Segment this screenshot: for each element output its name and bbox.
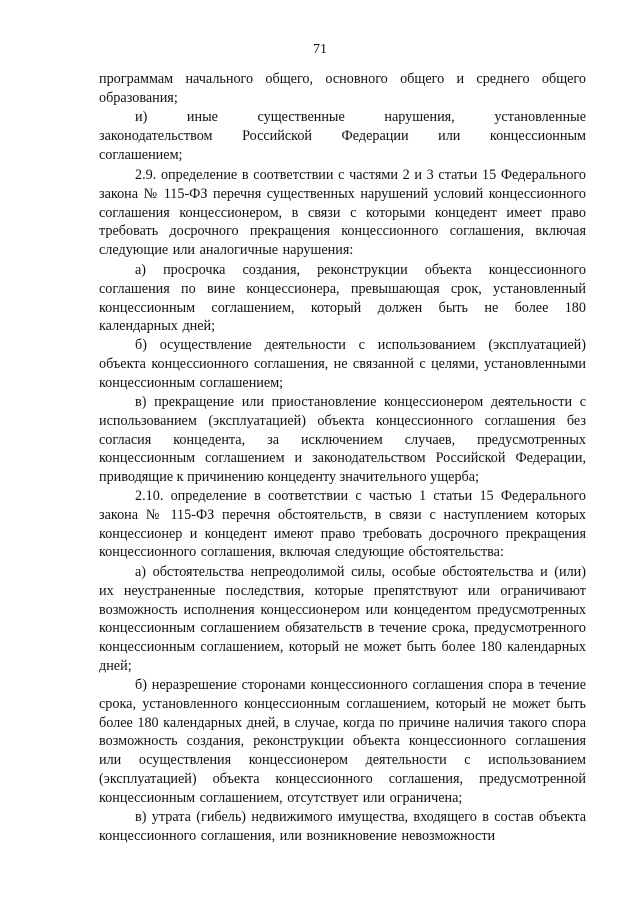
paragraph-2-10-b: б) неразрешение сторонами концессионного соглашения спора в течение срока, установленного концессионным соглашением, который не может быть более 180 календарных дней, в случае, когда по причине наличия такого спора возможность создания, реконструкции объекта концессионного соглашения или осуществления концессионером деятельности с использованием (эксплуатацией) объекта концессионного соглашения, предусмотренной концессионным соглашением, отсутствует или ограничена; <box>99 677 586 806</box>
paragraph-education-programs: программам начального общего, основного общего и среднего общего образования; <box>99 71 586 106</box>
paragraph-2-9-a: а) просрочка создания, реконструкции объекта концессионного соглашения по вине концессионера, превышающая срок, установленный концессионным соглашением, который должен быть не более 180 календарных дней; <box>99 262 586 335</box>
paragraph-2-10-a: а) обстоятельства непреодолимой силы, особые обстоятельства и (или) их неустраненные последствия, которые препятствуют или ограничивают возможность исполнения концессионером или концедентом предусмотренных концессионным соглашением обязательств в течение срока, предусмотренного концессионным соглашением, который не может быть более 180 календарных дней; <box>99 564 586 674</box>
page-number: 71 <box>313 42 327 57</box>
paragraph-2-10-v: в) утрата (гибель) недвижимого имущества, входящего в состав объекта концессионного соглашения, или возникновение невозможности <box>99 809 586 844</box>
paragraph-2-9-b: б) осуществление деятельности с использованием (эксплуатацией) объекта концессионного соглашения, не связанной с целями, установленными концессионным соглашением; <box>99 337 586 391</box>
paragraph-item-i: и) иные существенные нарушения, установленные законодательством Российской Федерации или концессионным соглашением; <box>99 109 586 163</box>
paragraph-2-9-v: в) прекращение или приостановление концессионером деятельности с использованием (эксплуатацией) объекта концессионного соглашения без согласия концедента, за исключением случаев, предусмотренных концессионным соглашением и законодательством Российской Федерации, приводящие к причинению концеденту значительного ущерба; <box>99 394 586 486</box>
paragraph-2-10: 2.10. определение в соответствии с частью 1 статьи 15 Федерального закона № 115-ФЗ перечня обстоятельств, в связи с наступлением которых концессионер и концедент имеют право требовать досрочного прекращения концессионного соглашения, включая следующие обстоятельства: <box>99 488 586 561</box>
paragraph-2-9: 2.9. определение в соответствии с частями 2 и 3 статьи 15 Федерального закона № 115-ФЗ перечня существенных нарушений условий концессионного соглашения концессионером, в связи с которыми концедент имеет право требовать досрочного прекращения концессионного соглашения, включая следующие или аналогичные нарушения: <box>99 167 586 259</box>
